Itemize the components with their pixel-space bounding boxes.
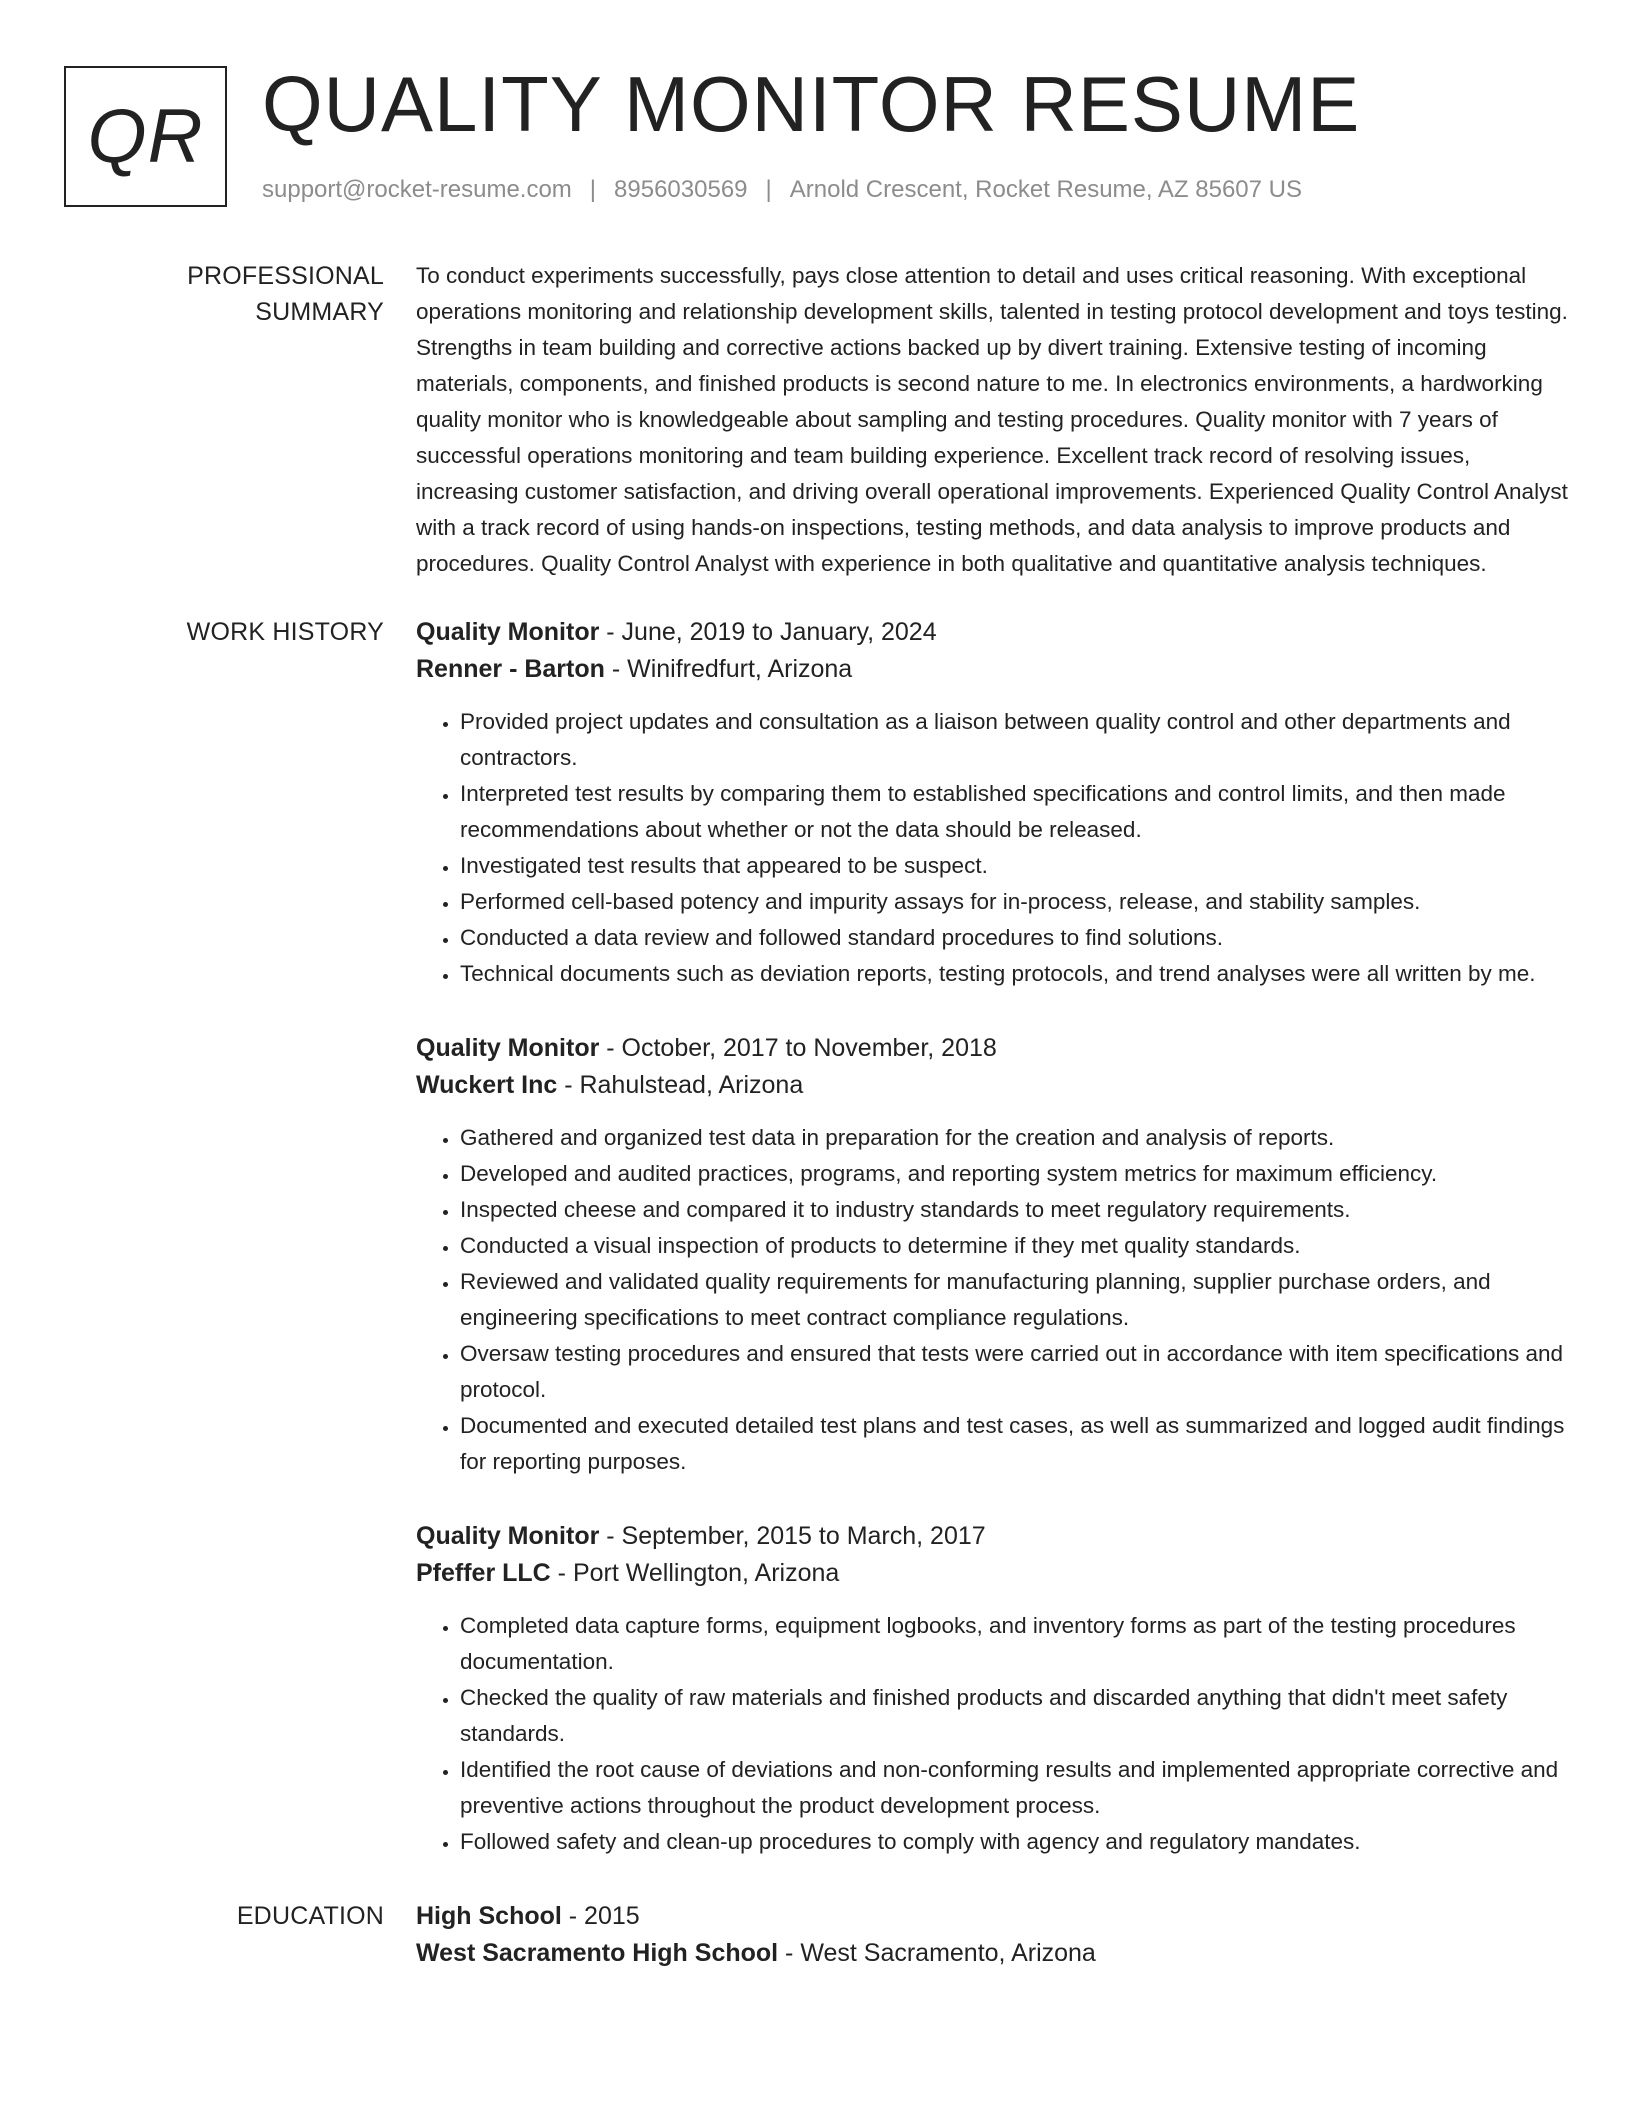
- job-bullet: • Technical documents such as deviation reports, testing protocols, and trend analyses were all written by me.: [460, 956, 1568, 992]
- contact-email[interactable]: support@rocket-resume.com: [262, 176, 572, 203]
- summary-text: To conduct experiments successfully, pays close attention to detail and uses critical reasoning. With exceptional operations monitoring and relationship development skills, talented in testing protocol development and toys testing. Strengths in team building and corrective actions backed up by divert training. Extensive testing of incoming materials, components, and finished products is second nature to me. In electronics environments, a hardworking quality monitor who is knowledgeable about sampling and testing procedures. Quality monitor with 7 years of successful operations monitoring and team building experience. Excellent track record of resolving issues, increasing customer satisfaction, and driving overall operational improvements. Experienced Quality Control Analyst with a track record of using hands-on inspections, testing methods, and data analysis to improve products and procedures. Quality Control Analyst with experience in both qualitative and quantitative analysis techniques.: [416, 263, 1568, 576]
- resume-header: [64, 60, 1568, 214]
- education-school-line: [416, 1935, 1568, 1972]
- job-entry: [416, 1518, 1568, 1860]
- contact-separator: |: [765, 176, 772, 203]
- job-bullet: • Inspected cheese and compared it to industry standards to meet regulatory requirements.: [460, 1192, 1568, 1228]
- education-school: West Sacramento High School: [416, 1939, 779, 1967]
- job-bullet: • Interpreted test results by comparing them to established specifications and control limits, and then made recommendations about whether or not the data should be released.: [460, 776, 1568, 848]
- job-entry: [416, 614, 1568, 992]
- contact-separator: |: [589, 176, 597, 203]
- contact-phone[interactable]: 8956030569: [614, 176, 748, 203]
- job-company: Pfeffer LLC: [416, 1559, 551, 1587]
- contact-address: Arnold Crescent, Rocket Resume, AZ 85607 US: [789, 176, 1302, 203]
- job-title: Quality Monitor: [416, 618, 600, 646]
- job-bullet: • Oversaw testing procedures and ensured that tests were carried out in accordance with item specifications and protocol.: [460, 1336, 1568, 1408]
- job-title-line: [416, 1030, 1568, 1067]
- job-bullet: • Investigated test results that appeared to be suspect.: [460, 848, 1568, 884]
- job-company-line: [416, 1067, 1568, 1104]
- job-company-line: [416, 1555, 1568, 1592]
- contact-line: [262, 176, 1302, 204]
- job-bullets: [416, 1120, 1568, 1480]
- job-bullet: • Reviewed and validated quality requirements for manufacturing planning, supplier purchase orders, and engineering specifications to meet contract compliance regulations.: [460, 1264, 1568, 1336]
- job-dates: - October, 2017 to November, 2018: [599, 1034, 997, 1062]
- job-bullet: • Conducted a visual inspection of products to determine if they met quality standards.: [460, 1228, 1568, 1264]
- education-section: [64, 1898, 1568, 1972]
- job-bullets: [416, 704, 1568, 992]
- job-bullet: • Completed data capture forms, equipment logbooks, and inventory forms as part of the testing procedures documentation.: [460, 1608, 1568, 1680]
- job-bullet: • Checked the quality of raw materials and finished products and discarded anything that didn't meet safety standards.: [460, 1680, 1568, 1752]
- job-dates: - June, 2019 to January, 2024: [599, 618, 937, 646]
- summary-body: [416, 258, 1568, 614]
- job-entry: [416, 1030, 1568, 1480]
- job-title-line: [416, 1518, 1568, 1555]
- job-location: - Rahulstead, Arizona: [557, 1071, 804, 1099]
- job-title: Quality Monitor: [416, 1522, 600, 1550]
- job-dates: - September, 2015 to March, 2017: [599, 1522, 986, 1550]
- job-bullet: • Followed safety and clean-up procedures to comply with agency and regulatory mandates.: [460, 1824, 1568, 1860]
- job-bullet: • Provided project updates and consultation as a liaison between quality control and other departments and contractors.: [460, 704, 1568, 776]
- job-bullets: [416, 1608, 1568, 1860]
- education-body: [416, 1898, 1568, 1972]
- section-label-summary: PROFESSIONAL SUMMARY: [187, 262, 384, 326]
- summary-section: [64, 258, 1568, 614]
- resume-title: QUALITY MONITOR RESUME: [262, 60, 1361, 148]
- job-bullet: • Gathered and organized test data in preparation for the creation and analysis of reports.: [460, 1120, 1568, 1156]
- job-title: Quality Monitor: [416, 1034, 600, 1062]
- work-history-section: [64, 614, 1568, 1898]
- job-company: Renner - Barton: [416, 655, 605, 683]
- job-location: - Port Wellington, Arizona: [550, 1559, 840, 1587]
- job-company-line: [416, 651, 1568, 688]
- job-location: - Winifredfurt, Arizona: [604, 655, 853, 683]
- resume-sections: [64, 258, 1568, 1972]
- job-bullet: • Developed and audited practices, programs, and reporting system metrics for maximum efficiency.: [460, 1156, 1568, 1192]
- education-location: - West Sacramento, Arizona: [778, 1939, 1096, 1967]
- education-year: - 2015: [561, 1902, 640, 1930]
- job-bullet: • Documented and executed detailed test plans and test cases, as well as summarized and logged audit findings for reporting purposes.: [460, 1408, 1568, 1480]
- work-history-body: [416, 614, 1568, 1898]
- job-bullet: • Conducted a data review and followed standard procedures to find solutions.: [460, 920, 1568, 956]
- section-label-work-history: WORK HISTORY: [186, 618, 384, 646]
- job-bullet: • Identified the root cause of deviations and non-conforming results and implemented appropriate corrective and preventive actions throughout the product development process.: [460, 1752, 1568, 1824]
- education-degree-line: [416, 1898, 1568, 1935]
- job-title-line: [416, 614, 1568, 651]
- education-degree: High School: [416, 1902, 562, 1930]
- section-label-education: EDUCATION: [236, 1902, 384, 1930]
- job-company: Wuckert Inc: [416, 1071, 558, 1099]
- job-bullet: • Performed cell-based potency and impurity assays for in-process, release, and stability samples.: [460, 884, 1568, 920]
- monogram-logo: QR: [64, 66, 227, 207]
